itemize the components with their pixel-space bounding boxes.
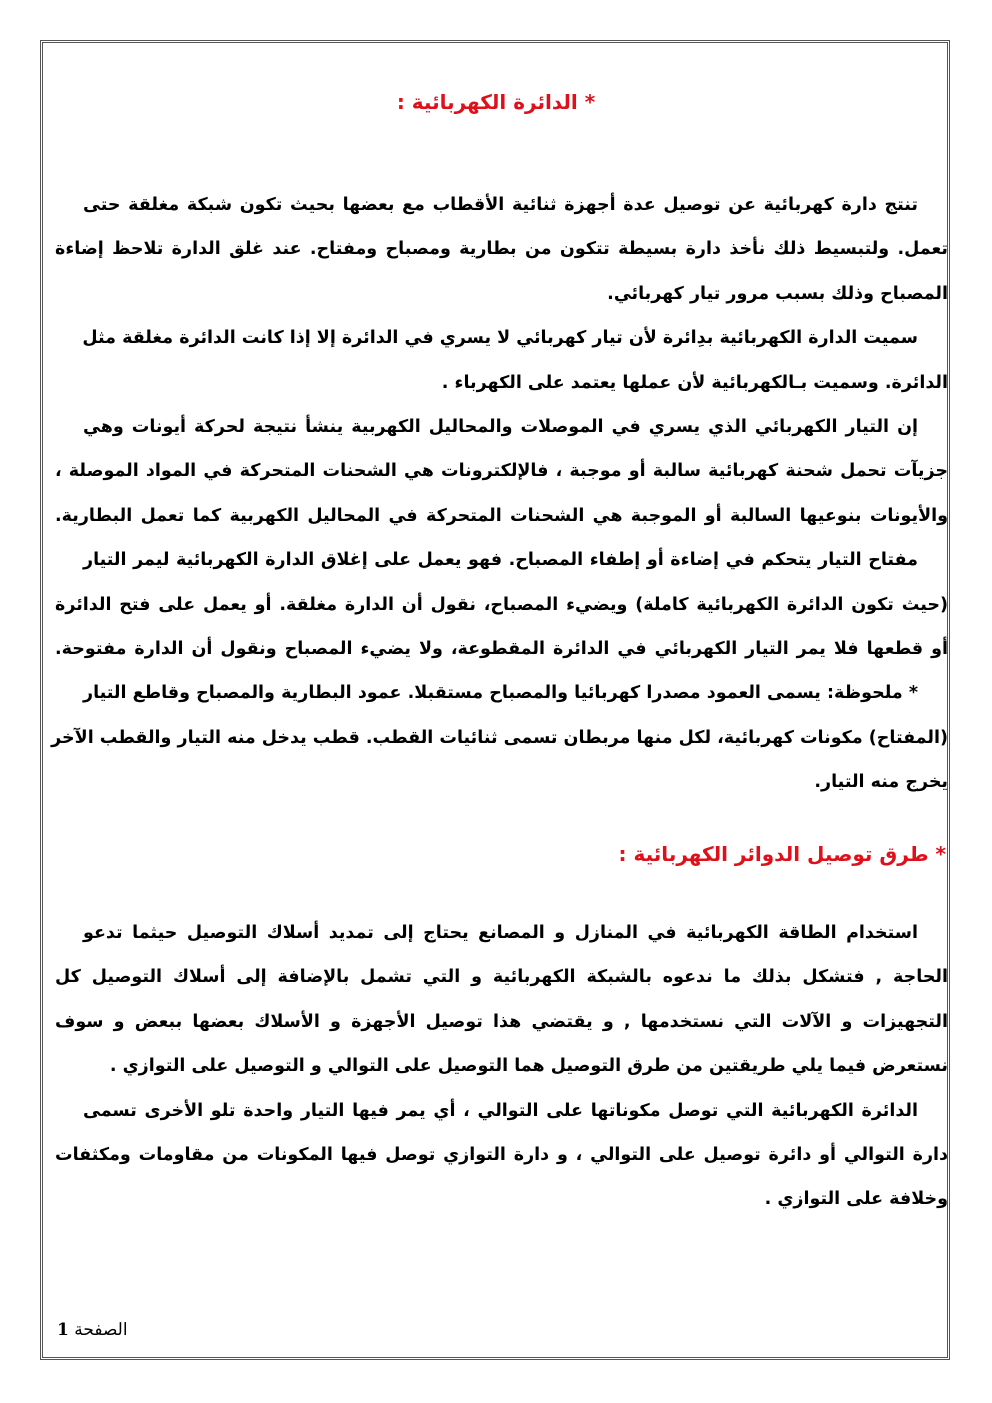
text-line: التجهيزات و الآلات التي نستخدمها , و يقتضي هذا توصيل الأجهزة و الأسلاك بعضها ببعض و سوف xyxy=(55,1011,948,1032)
text-line: دارة التوالي أو دائرة توصيل على التوالي ، و دارة التوازي توصل فيها المكونات من مقاومات ومكثفات xyxy=(55,1144,948,1165)
text-line: الحاجة , فتشكل بذلك ما ندعوه بالشبكة الكهربائية و التي تشمل بالإضافة إلى أسلاك التوصيل كل xyxy=(55,967,948,988)
text-line: وخلافة على التوازي . xyxy=(764,1189,948,1210)
text-line: (المفتاح) مكونات كهربائية، لكل منها مربطان تسمى ثنائيات القطب. قطب يدخل منه التيار والقطب الآخر xyxy=(51,727,948,748)
text-line: مفتاح التيار يتحكم في إضاءة أو إطفاء المصباح. فهو يعمل على إغلاق الدارة الكهربائية ليمر التيار xyxy=(83,550,918,571)
text-line: الدائرة. وسميت بـالكهربائية لأن عملها يعتمد على الكهرباء . xyxy=(441,372,948,393)
section-connection-methods xyxy=(55,911,948,1222)
text-line: جزيآت تحمل شحنة كهربائية سالبة أو موجبة ، فالإلكترونات هي الشحنات المتحركة في المواد الموصلة ، xyxy=(55,461,948,482)
section-electric-circuit xyxy=(51,183,948,804)
text-line: تنتج دارة كهربائية عن توصيل عدة أجهزة ثنائية الأقطاب مع بعضها بحيث تكون شبكة مغلقة حتى xyxy=(83,195,918,215)
text-line: يخرج منه التيار. xyxy=(814,772,948,793)
text-line: تعمل. ولتبسيط ذلك نأخذ دارة بسيطة تتكون من بطارية ومصباح ومفتاح. عند غلق الدارة تلاحظ إضاءة xyxy=(55,239,948,260)
text-line: نستعرض فيما يلي طريقتين من طرق التوصيل هما التوصيل على التوالي و التوصيل على التوازي . xyxy=(109,1056,948,1077)
section-heading-connection-methods: * طرق توصيل الدوائر الكهربائية : xyxy=(618,842,946,866)
page-label: الصفحة xyxy=(74,1320,128,1340)
text-line: استخدام الطاقة الكهربائية في المنازل و المصانع يحتاج إلى تمديد أسلاك التوصيل حيثما تدعو xyxy=(83,923,918,943)
text-line: المصباح وذلك بسبب مرور تيار كهربائي. xyxy=(607,283,948,304)
text-line: الدائرة الكهربائية التي توصل مكوناتها على التوالي ، أي يمر فيها التيار واحدة تلو الأخرى تسمى xyxy=(83,1100,918,1121)
text-line: * ملحوظة: يسمى العمود مصدرا كهربائيا والمصباح مستقبلا. عمود البطارية والمصباح وقاطع التيار xyxy=(83,683,918,704)
page-footer xyxy=(57,1320,128,1340)
page-title xyxy=(0,90,992,114)
text-line: إن التيار الكهربائي الذي يسري في الموصلات والمحاليل الكهربية ينشأ نتيجة لحركة أيونات وهي xyxy=(83,416,918,437)
page-number: 1 xyxy=(57,1320,69,1340)
text-line: (حيث تكون الدائرة الكهربائية كاملة) ويضيء المصباح، نقول أن الدارة مغلقة. أو يعمل على فتح الدائرة xyxy=(55,594,948,615)
text-line: سميت الدارة الكهربائية بدِائرة لأن تيار كهربائي لا يسري في الدائرة إلا إذا كانت الدائرة مغلقة مثل xyxy=(82,328,918,349)
text-line: والأيونات بنوعيها السالبة أو الموجبة هي الشحنات المتحركة في المحاليل الكهربية كما تعمل البطارية. xyxy=(55,505,948,526)
title-text: * الدائرة الكهربائية : xyxy=(396,90,596,114)
text-line: أو قطعها فلا يمر التيار الكهربائي في الدائرة المقطوعة، ولا يضيء المصباح ونقول أن الدارة مفتوحة. xyxy=(55,638,948,659)
